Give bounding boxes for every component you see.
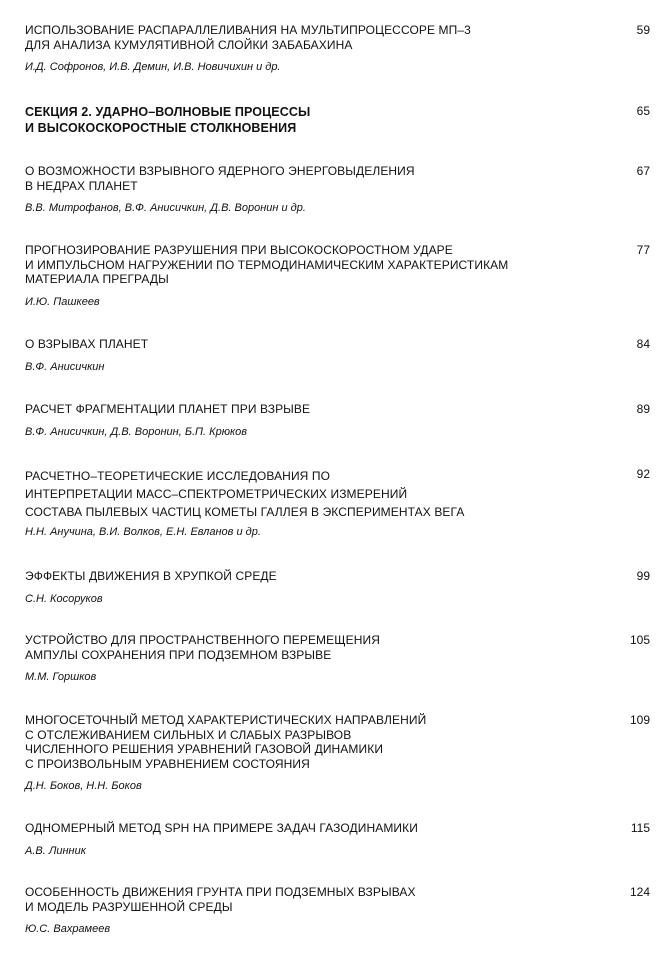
title-line: И МОДЕЛЬ РАЗРУШЕННОЙ СРЕДЫ: [25, 899, 233, 914]
title-line: ПРОГНОЗИРОВАНИЕ РАЗРУШЕНИЯ ПРИ ВЫСОКОСКОРОСТНОМ УДАРЕ: [25, 243, 453, 257]
entry-title: [25, 402, 585, 417]
title-line: О ВОЗМОЖНОСТИ ВЗРЫВНОГО ЯДЕРНОГО ЭНЕРГОВЫДЕЛЕНИЯ: [25, 164, 415, 178]
page-number: 105: [629, 633, 650, 647]
title-line: МНОГОСЕТОЧНЫЙ МЕТОД ХАРАКТЕРИСТИЧЕСКИХ НАПРАВЛЕНИЙ: [25, 713, 427, 727]
title-line: И ВЫСОКОСКОРОСТНЫЕ СТОЛКНОВЕНИЯ: [25, 121, 297, 135]
toc-entry: [25, 821, 650, 857]
entry-authors: Д.Н. Боков, Н.Н. Боков: [25, 780, 142, 792]
title-line: ЭФФЕКТЫ ДВИЖЕНИЯ В ХРУПКОЙ СРЕДЕ: [25, 569, 277, 583]
title-line: СЕКЦИЯ 2. УДАРНО–ВОЛНОВЫЕ ПРОЦЕССЫ: [25, 105, 311, 119]
entry-title: [25, 713, 585, 771]
title-line: ОДНОМЕРНЫЙ МЕТОД SPH НА ПРИМЕРЕ ЗАДАЧ ГАЗОДИНАМИКИ: [25, 821, 418, 835]
entry-authors: С.Н. Косоруков: [25, 592, 103, 605]
entry-authors: Н.Н. Анучина, В.И. Волков, Е.Н. Евланов и др.: [25, 526, 261, 538]
page-number: 77: [636, 243, 650, 257]
entry-title: [25, 821, 585, 836]
page-number: 89: [636, 402, 650, 416]
toc-entry: [25, 713, 650, 792]
title-line: И ИМПУЛЬСНОМ НАГРУЖЕНИИ ПО ТЕРМОДИНАМИЧЕСКИМ ХАРАКТЕРИСТИКАМ: [25, 257, 509, 272]
entry-title: [25, 569, 585, 584]
title-line: ОСОБЕННОСТЬ ДВИЖЕНИЯ ГРУНТА ПРИ ПОДЗЕМНЫХ ВЗРЫВАХ: [25, 885, 416, 899]
page-number: 115: [630, 821, 650, 835]
entry-authors: А.В. Линник: [25, 844, 86, 857]
entry-authors: И.Ю. Пашкеев: [25, 295, 100, 308]
title-line: ЧИСЛЕННОГО РЕШЕНИЯ УРАВНЕНИЙ ГАЗОВОЙ ДИНАМИКИ: [25, 742, 384, 756]
entry-title: [25, 337, 585, 352]
title-line: МАТЕРИАЛА ПРЕГРАДЫ: [25, 272, 169, 286]
entry-authors: В.В. Митрофанов, В.Ф. Анисичкин, Д.В. Воронин и др.: [25, 202, 306, 214]
section-heading: [25, 104, 650, 136]
page-number: 109: [629, 713, 650, 727]
toc-entry: [25, 337, 650, 373]
toc-entry: [25, 243, 650, 308]
page-number: 65: [636, 104, 650, 118]
section-title: [25, 104, 585, 136]
toc-entry: [25, 633, 650, 683]
entry-title: [25, 23, 585, 52]
toc-entry: [25, 467, 650, 538]
page-number: 124: [629, 885, 650, 899]
page-number: 84: [636, 337, 650, 351]
title-line: ДЛЯ АНАЛИЗА КУМУЛЯТИВНОЙ СЛОЙКИ ЗАБАБАХИНА: [25, 37, 353, 52]
title-line: СОСТАВА ПЫЛЕВЫХ ЧАСТИЦ КОМЕТЫ ГАЛЛЕЯ В ЭКСПЕРИМЕНТАХ ВЕГА: [25, 505, 465, 519]
toc-entry: [25, 885, 650, 935]
title-line: РАСЧЕТНО–ТЕОРЕТИЧЕСКИЕ ИССЛЕДОВАНИЯ ПО: [25, 469, 331, 483]
entry-title: [25, 885, 585, 914]
entry-authors: М.М. Горшков: [25, 671, 97, 683]
title-line: В НЕДРАХ ПЛАНЕТ: [25, 178, 138, 193]
entry-authors: В.Ф. Анисичкин: [25, 360, 105, 373]
title-line: АМПУЛЫ СОХРАНЕНИЯ ПРИ ПОДЗЕМНОМ ВЗРЫВЕ: [25, 647, 332, 662]
toc-entry: [25, 569, 650, 605]
title-line: УСТРОЙСТВО ДЛЯ ПРОСТРАНСТВЕННОГО ПЕРЕМЕЩЕНИЯ: [25, 633, 380, 647]
entry-title: [25, 467, 585, 521]
entry-title: [25, 633, 585, 662]
toc-entry: [25, 23, 650, 73]
entry-title: [25, 243, 585, 287]
page-number: 92: [636, 467, 650, 481]
title-line: С ПРОИЗВОЛЬНЫМ УРАВНЕНИЕМ СОСТОЯНИЯ: [25, 756, 310, 771]
title-line: О ВЗРЫВАХ ПЛАНЕТ: [25, 337, 149, 351]
title-line: С ОТСЛЕЖИВАНИЕМ СИЛЬНЫХ И СЛАБЫХ РАЗРЫВОВ: [25, 727, 352, 742]
entry-authors: Ю.С. Вахрамеев: [25, 923, 111, 935]
page-number: 99: [636, 569, 650, 583]
toc-entry: [25, 402, 650, 438]
page-number: 67: [636, 164, 650, 178]
page-number: 59: [636, 23, 650, 37]
entry-authors: В.Ф. Анисичкин, Д.В. Воронин, Б.П. Крюков: [25, 425, 248, 438]
title-line: ИНТЕРПРЕТАЦИИ МАСС–СПЕКТРОМЕТРИЧЕСКИХ ИЗМЕРЕНИЙ: [25, 487, 408, 501]
toc-entry: [25, 164, 650, 214]
entry-authors: И.Д. Софронов, И.В. Демин, И.В. Новичихин и др.: [25, 61, 281, 73]
entry-title: [25, 164, 585, 193]
title-line: РАСЧЕТ ФРАГМЕНТАЦИИ ПЛАНЕТ ПРИ ВЗРЫВЕ: [25, 402, 311, 416]
title-line: ИСПОЛЬЗОВАНИЕ РАСПАРАЛЛЕЛИВАНИЯ НА МУЛЬТИПРОЦЕССОРЕ МП–3: [25, 23, 471, 37]
